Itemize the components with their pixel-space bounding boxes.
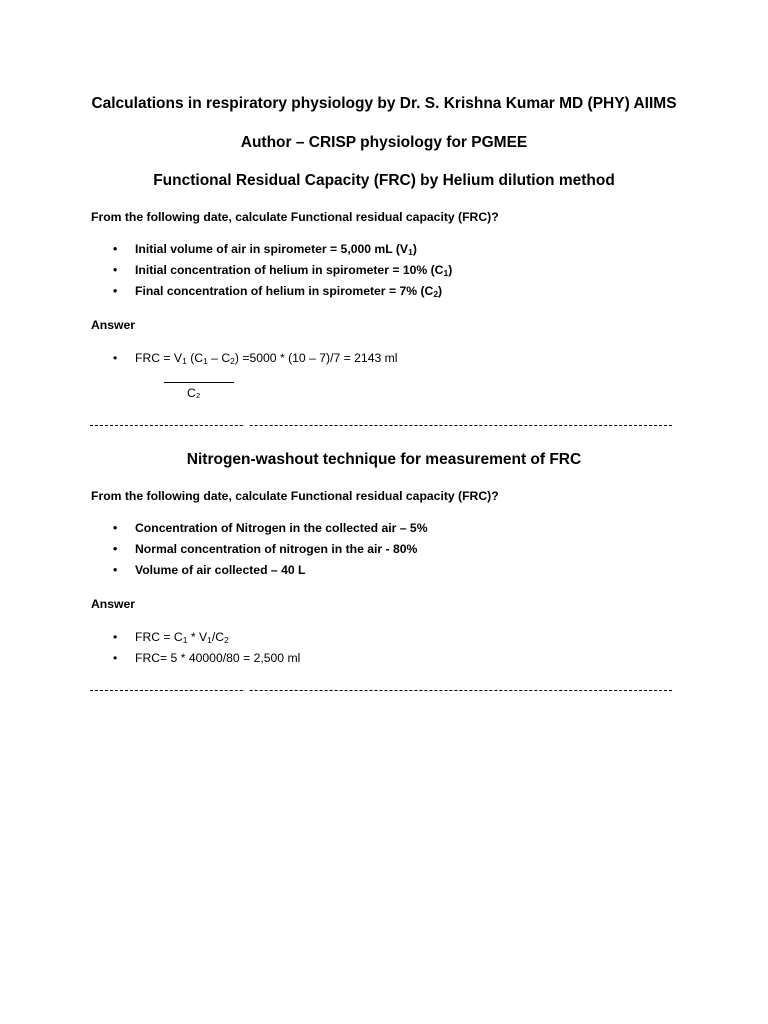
list-item: • FRC= 5 * 40000/80 = 2,500 ml [113,651,301,665]
list-item: • Initial volume of air in spirometer = 5,000 mL $(V_1)$ [113,242,417,257]
bullet-icon: • [113,542,118,556]
section2-answer-label: Answer [91,597,136,611]
author-line: Author – CRISP physiology for PGMEE [240,134,528,151]
section1-question: From the following date, calculate Functional residual capacity (FRC)? [91,210,499,224]
divider-gap [245,424,249,427]
bullet-icon: • [113,351,118,365]
bullet-icon: • [113,521,118,535]
list-item: • FRC = $C_1 * V_1/C_2$ [113,630,229,645]
bullet-icon: • [113,263,118,277]
bullet-icon: • [113,630,118,644]
section2-answer-list [113,630,300,672]
section-divider [90,425,672,426]
bullet-icon: • [113,242,118,256]
bullet-icon: • [113,563,118,577]
list-item: • Volume of air collected – 40 L [113,563,306,577]
section1-answer-label: Answer [91,318,136,332]
section1-data-list [113,242,452,305]
section2-data-list [113,521,428,584]
divider-gap [245,689,249,692]
list-item: • Initial concentration of helium in spirometer = 10% $(C_1)$ [113,263,453,278]
section2-question: From the following date, calculate Functional residual capacity (FRC)? [91,489,499,503]
bullet-icon: • [113,284,118,298]
fraction-denominator: C₂ [187,386,201,400]
section-divider [90,690,672,691]
list-item: • FRC = $V_1$ $(C_1 - C_2) =5000 * (10 - 7)/7 = 2143$ ml [113,351,398,366]
list-item: • Final concentration of helium in spirometer = 7% $(C_2)$ [113,284,443,299]
section1-heading: Functional Residual Capacity (FRC) by Helium dilution method [153,172,615,189]
fraction-bar [164,382,234,383]
section1-answer-list [113,351,398,372]
document-title: Calculations in respiratory physiology by Dr. S. Krishna Kumar MD (PHY) AIIMS [91,95,677,112]
list-item: • Normal concentration of nitrogen in the air - 80% [113,542,418,556]
section2-heading: Nitrogen-washout technique for measurement of FRC [186,451,582,468]
bullet-icon: • [113,651,118,665]
list-item: • Concentration of Nitrogen in the collected air – 5% [113,521,428,535]
